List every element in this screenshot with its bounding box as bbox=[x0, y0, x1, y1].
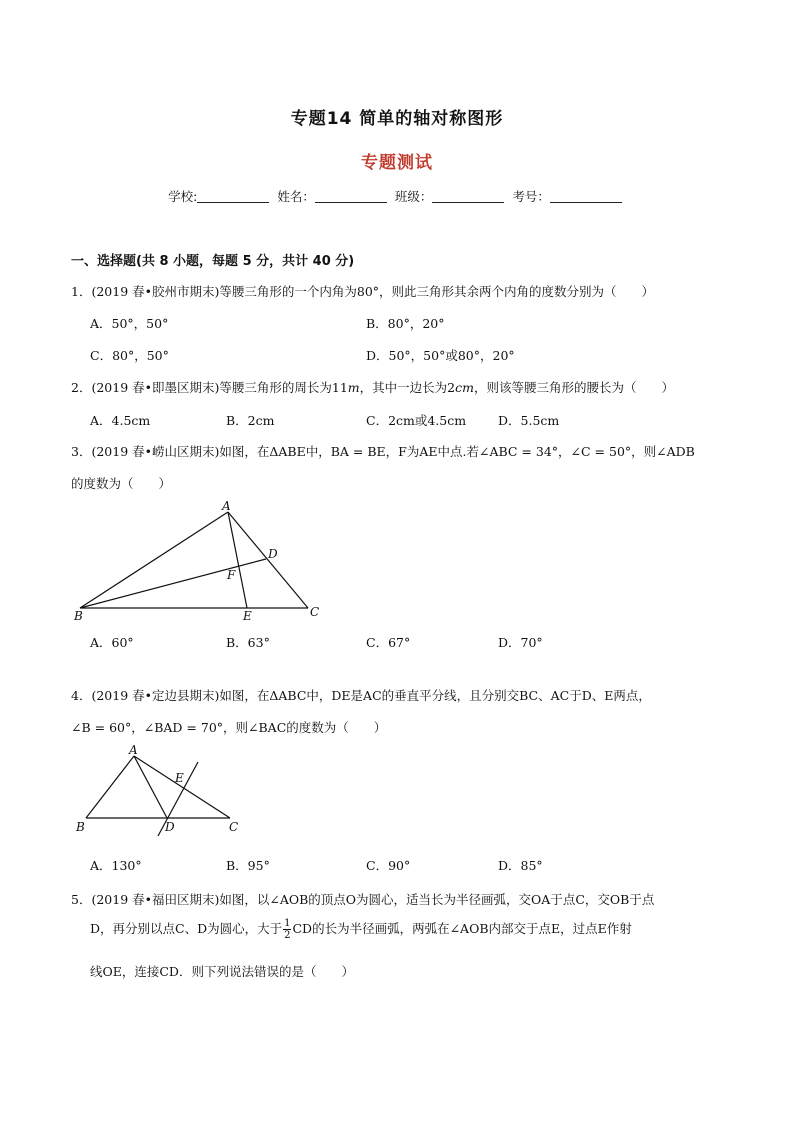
question-4-option-a[interactable]: A．130° bbox=[90, 858, 142, 873]
question-2-unit-cm: cm bbox=[455, 380, 474, 395]
class-blank bbox=[432, 190, 504, 203]
figure-label-e: E bbox=[175, 771, 184, 785]
name-blank bbox=[315, 190, 387, 203]
question-1-option-a[interactable]: A．50°，50° bbox=[90, 316, 169, 331]
question-4-line-1: 4．(2019 春•定边县期末)如图，在ΔABC中，DE是AC的垂直平分线，且分别交BC、AC于D、E两点， bbox=[71, 688, 651, 703]
figure-label-d: D bbox=[165, 820, 175, 834]
segment-ab bbox=[86, 756, 134, 818]
figure-label-c: C bbox=[229, 820, 239, 834]
question-2-option-c[interactable]: C．2cm或4.5cm bbox=[366, 413, 467, 428]
question-3-option-c[interactable]: C．67° bbox=[366, 635, 411, 650]
question-5-line-2a: D，再分别以点C、D为圆心，大于 bbox=[90, 921, 283, 936]
question-4-option-c[interactable]: C．90° bbox=[366, 858, 411, 873]
question-5-line-3: 线OE，连接CD．则下列说法错误的是（ ） bbox=[90, 964, 354, 979]
question-3-line-1: 3．(2019 春•崂山区期末)如图，在ΔABE中，BA = BE，F为AE中点.若∠ABC = 34°，∠C = 50°，则∠ADB bbox=[71, 444, 695, 459]
figure-label-e: E bbox=[243, 609, 252, 623]
question-4-figure bbox=[70, 744, 250, 840]
question-4-option-b[interactable]: B．95° bbox=[226, 858, 270, 873]
question-4-line-2: ∠B = 60°，∠BAD = 70°，则∠BAC的度数为（ ） bbox=[71, 720, 387, 735]
fraction-numerator: 1 bbox=[284, 918, 291, 929]
question-5-line-2 bbox=[90, 918, 632, 941]
question-2-unit-m: m bbox=[347, 380, 360, 395]
question-4-option-d[interactable]: D．85° bbox=[498, 858, 543, 873]
segment-bd bbox=[80, 559, 266, 608]
question-2-text bbox=[71, 378, 674, 396]
question-3-line-2: 的度数为（ ） bbox=[71, 476, 172, 491]
student-info-fields bbox=[0, 187, 794, 205]
question-3-figure bbox=[70, 498, 330, 624]
section-heading: 一、选择题(共 8 小题，每题 5 分，共计 40 分) bbox=[71, 254, 355, 269]
figure-label-f: F bbox=[227, 568, 236, 582]
question-1-text: 1．(2019 春•胶州市期末)等腰三角形的一个内角为80°，则此三角形其余两个内角的度数分别为（ ） bbox=[71, 284, 655, 299]
figure-label-c: C bbox=[310, 605, 320, 619]
fraction-denominator: 2 bbox=[284, 930, 291, 941]
name-label: 姓名： bbox=[277, 189, 315, 204]
question-2-prefix: 2．(2019 春•即墨区期末)等腰三角形的周长为11 bbox=[71, 380, 348, 395]
exam-no-label: 考号： bbox=[512, 189, 550, 204]
question-2-middle: ，其中一边长为2 bbox=[359, 380, 456, 395]
page-subtitle: 专题测试 bbox=[361, 153, 433, 173]
school-label: 学校: bbox=[168, 189, 198, 204]
question-2-suffix: ，则该等腰三角形的腰长为（ ） bbox=[473, 380, 674, 395]
exam-no-blank bbox=[550, 190, 622, 203]
segment-ad bbox=[134, 756, 167, 818]
figure-label-b: B bbox=[74, 609, 83, 623]
class-label: 班级： bbox=[394, 189, 433, 204]
question-3-option-b[interactable]: B．63° bbox=[226, 635, 270, 650]
figure-label-d: D bbox=[268, 547, 278, 561]
one-half-fraction bbox=[283, 918, 291, 941]
segment-ac bbox=[134, 756, 230, 818]
segment-ba bbox=[80, 512, 228, 608]
school-blank bbox=[197, 190, 269, 203]
question-5-line-2b: CD的长为半径画弧，两弧在∠AOB内部交于点E，过点E作射 bbox=[292, 921, 632, 936]
page-title: 专题14 简单的轴对称图形 bbox=[290, 109, 504, 129]
question-1-option-d[interactable]: D．50°，50°或80°，20° bbox=[366, 348, 515, 363]
question-3-option-d[interactable]: D．70° bbox=[498, 635, 543, 650]
segment-ae bbox=[228, 512, 247, 608]
question-2-option-d[interactable]: D．5.5cm bbox=[498, 413, 560, 428]
question-5-line-1: 5．(2019 春•福田区期末)如图，以∠AOB的顶点O为圆心，适当长为半径画弧，交OA于点C，交OB于点 bbox=[71, 892, 655, 907]
question-1-option-b[interactable]: B．80°，20° bbox=[366, 316, 445, 331]
question-1-option-c[interactable]: C．80°，50° bbox=[90, 348, 169, 363]
figure-label-a: A bbox=[222, 499, 231, 513]
question-2-option-b[interactable]: B．2cm bbox=[226, 413, 275, 428]
question-3-option-a[interactable]: A．60° bbox=[90, 635, 134, 650]
question-2-option-a[interactable]: A．4.5cm bbox=[90, 413, 151, 428]
figure-label-b: B bbox=[76, 820, 85, 834]
figure-label-a: A bbox=[129, 744, 138, 757]
